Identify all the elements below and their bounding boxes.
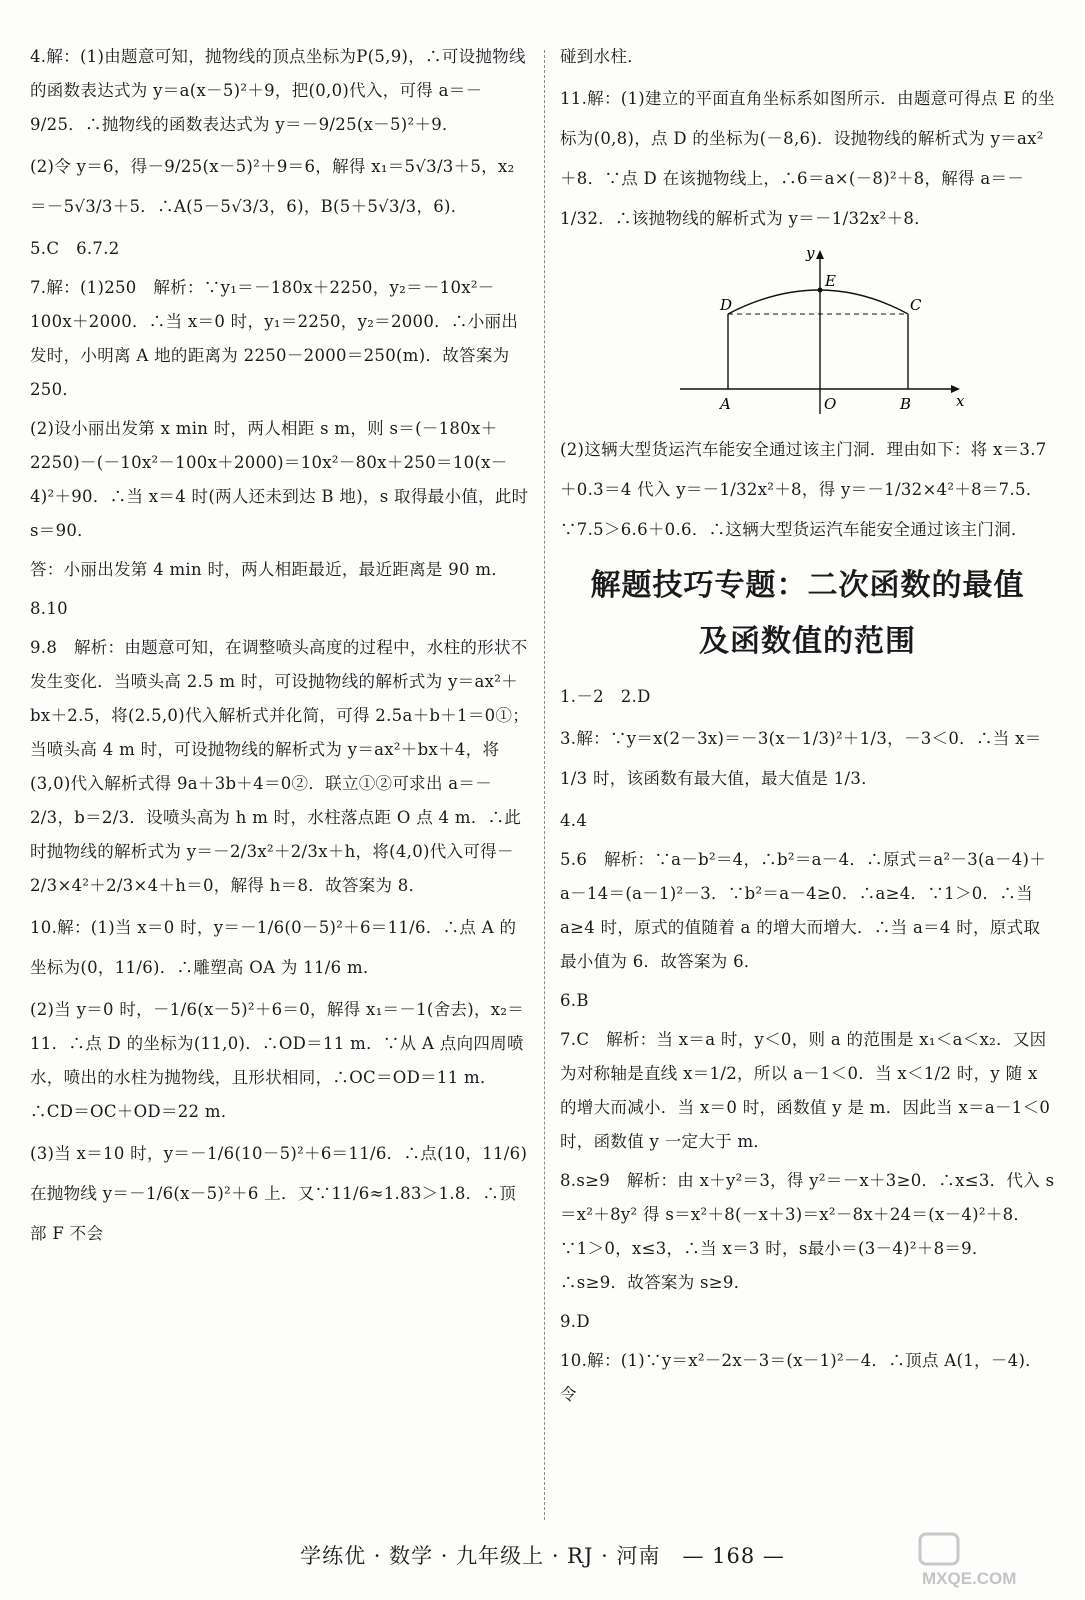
topic-answer-9: 9.D [560,1312,590,1331]
section-title [560,558,1055,670]
answer-7-conclusion: 答：小丽出发第 4 min 时，两人相距最近，最近距离是 90 m． [30,560,509,579]
parabola-arch [728,290,908,314]
answer-10-end: 碰到水柱． [560,47,644,66]
answer-4-part1: 4.解：(1)由题意可知，抛物线的顶点坐标为P(5,9)，∴可设抛物线的函数表达式为 y＝a(x－5)²＋9，把(0,0)代入，可得 a＝－9/25．∴抛物线的函数表达式为 y＝－9/25(x－5)²＋9． [30,47,526,134]
answer-11-part2: (2)这辆大型货运汽车能安全通过该主门洞．理由如下：将 x＝3.7＋0.3＝4 代入 y＝－1/32x²＋8，得 y＝－1/32×4²＋8＝7.5．∵7.5＞6.6＋0.6．∴这辆大型货运汽车能安全通过该主门洞． [560,440,1047,539]
answer-7-part1: 7.解：(1)250 解析：∵y₁＝－180x＋2250，y₂＝－10x²－100x＋2000．∴当 x＝0 时，y₁＝2250，y₂＝2000．∴小丽出发时，小明离 A 地的距离为 2250－2000＝250(m)．故答案为 250． [30,278,519,399]
answer-10-part2: (2)当 y＝0 时，－1/6(x－5)²＋6＝0，解得 x₁＝－1(舍去)，x₂＝11．∴点 D 的坐标为(11,0)．∴OD＝11 m．∵从 A 点向四周喷水，喷出的水柱为抛物线，且形状相同，∴OC＝OD＝11 m．∴CD＝OC＋OD＝22 m． [30,1000,525,1121]
label-d: D [720,296,733,314]
page-footer: 学练优 · 数学 · 九年级上 · RJ · 河南 — 168 — [300,1544,785,1568]
answer-8: 8.10 [30,599,68,618]
y-axis-arrow [816,250,824,259]
label-e: E [825,272,836,290]
point-e [818,288,823,293]
section-title-line1: 解题技巧专题：二次函数的最值 [590,568,1025,603]
answer-7-part2: (2)设小丽出发第 x min 时，两人相距 s m，则 s＝(－180x＋2250)－(－10x²－100x＋2000)＝10x²－80x＋250＝10(x－4)²＋90．∴当 x＝4 时(两人还未到达 B 地)，s 取得最小值，此时 s＝90． [30,419,529,540]
left-column [30,40,530,1259]
topic-answer-6: 6.B [560,991,589,1010]
watermark-text: MXQE.COM [922,1569,1017,1588]
label-b: B [900,395,912,413]
topic-answer-5: 5.6 解析：∵a－b²＝4，∴b²＝a－4．∴原式＝a²－3(a－4)＋a－14＝(a－1)²－3．∵b²＝a－4≥0．∴a≥4．∵1＞0．∴当 a≥4 时，原式的值随着 a 的增大而增大．∴当 a＝4 时，原式取最小值为 6．故答案为 6． [560,850,1047,971]
column-divider [544,50,545,1520]
answer-10-part1: 10.解：(1)当 x＝0 时，y＝－1/6(0－5)²＋6＝11/6．∴点 A 的坐标为(0，11/6)．∴雕塑高 OA 为 11/6 m． [30,918,517,977]
answer-9: 9.8 解析：由题意可知，在调整喷头高度的过程中，水柱的形状不发生变化．当喷头高 2.5 m 时，可设抛物线的解析式为 y＝ax²＋bx＋2.5，将(2.5,0)代入解析式并化简，可得 2.5a＋b＋1＝0①；当喷头高 4 m 时，可设抛物线的解析式为 y＝ax²＋bx＋4，将(3,0)代入解析式得 9a＋3b＋4＝0②．联立①②可求出 a＝－2/3，b＝2/3．设喷头高为 h m 时，水柱落点距 O 点 4 m．∴此时抛物线的解析式为 y＝－2/3x²＋2/3x＋h，将(4,0)代入可得－2/3×4²＋2/3×4＋h＝0，解得 h＝8．故答案为 8． [30,638,530,895]
topic-answer-8: 8.s≥9 解析：由 x＋y²＝3，得 y²＝－x＋3≥0．∴x≤3．代入 s＝x²＋8y² 得 s＝x²＋8(－x＋3)＝x²－8x＋24＝(x－4)²＋8．∵1＞0，x≤3，∴当 x＝3 时，s最小＝(3－4)²＋8＝9．∴s≥9．故答案为 s≥9． [560,1171,1055,1292]
topic-answer-1-2: 1.－2 2.D [560,687,651,706]
watermark-emblem [920,1534,958,1564]
watermark-logo [918,1528,1068,1590]
topic-answer-3: 3.解：∵y＝x(2－3x)＝－3(x－1/3)²＋1/3，－3＜0．∴当 x＝1/3 时，该函数有最大值，最大值是 1/3． [560,729,1042,788]
answer-11-part1: 11.解：(1)建立的平面直角坐标系如图所示．由题意可得点 E 的坐标为(0,8)，点 D 的坐标为(－8,6)．设抛物线的解析式为 y＝ax²＋8．∵点 D 在该抛物线上，∴6＝a×(－8)²＋8，解得 a＝－1/32．∴该抛物线的解析式为 y＝－1/32x²＋8． [560,89,1055,228]
label-o: O [824,395,837,413]
topic-answer-10: 10.解：(1)∵y＝x²－2x－3＝(x－1)²－4．∴顶点 A(1，－4)．令 [560,1351,1042,1404]
section-title-line2: 及函数值的范围 [699,624,916,659]
topic-answer-7: 7.C 解析：当 x＝a 时，y＜0，则 a 的范围是 x₁＜a＜x₂．又因为对称轴是直线 x＝1/2，所以 a－1＜0．当 x＜1/2 时，y 随 x 的增大而减小．当 x＝0 时，函数值 y 是 m．因此当 x＝a－1＜0 时，函数值 y 一定大于 m． [560,1030,1051,1151]
x-axis-label: x [956,392,965,410]
right-column [560,40,1055,1417]
answer-4-part2: (2)令 y＝6，得－9/25(x－5)²＋9＝6，解得 x₁＝5√3/3＋5，x₂＝－5√3/3＋5．∴A(5－5√3/3，6)，B(5＋5√3/3，6)． [30,157,515,216]
answer-5-6: 5.C 6.7.2 [30,239,120,258]
label-c: C [910,296,922,314]
y-axis-label: y [806,244,815,262]
topic-answer-4: 4.4 [560,811,588,830]
answer-10-part3: (3)当 x＝10 时，y＝－1/6(10－5)²＋6＝11/6．∴点(10，11/6)在抛物线 y＝－1/6(x－5)²＋6 上．又∵11/6≈1.83＞1.8．∴顶部 F 不会 [30,1144,528,1243]
coordinate-figure [670,244,970,424]
label-a: A [720,395,731,413]
